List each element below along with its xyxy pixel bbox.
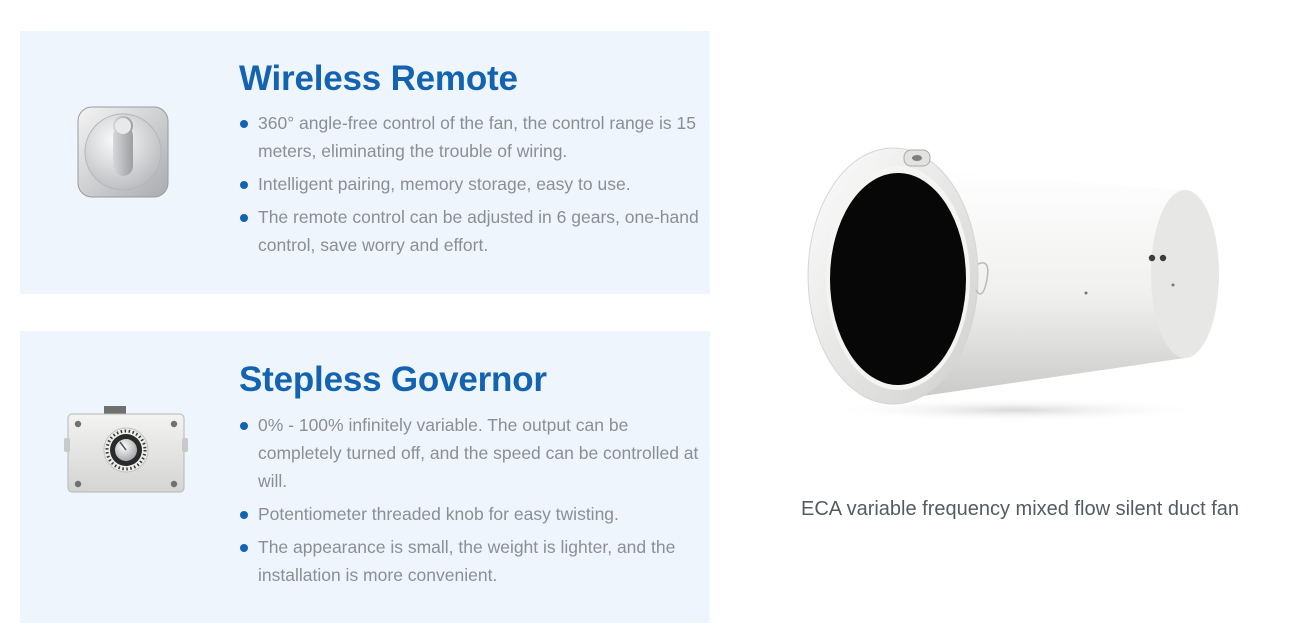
stepless-governor-feature-list bbox=[239, 411, 701, 594]
feature-item bbox=[239, 533, 701, 589]
bullet-icon bbox=[240, 544, 248, 552]
wireless-remote-feature-list bbox=[239, 109, 701, 264]
feature-item bbox=[239, 411, 701, 495]
product-caption: ECA variable frequency mixed flow silent duct fan bbox=[801, 498, 1239, 520]
feature-item bbox=[239, 109, 701, 165]
feature-text: Potentiometer threaded knob for easy twisting. bbox=[258, 504, 619, 524]
feature-text: Intelligent pairing, memory storage, easy to use. bbox=[258, 174, 631, 194]
bullet-icon bbox=[240, 181, 248, 189]
stepless-governor-title: Stepless Governor bbox=[239, 360, 547, 399]
feature-item bbox=[239, 170, 701, 198]
feature-item bbox=[239, 203, 701, 259]
wireless-remote-panel bbox=[20, 31, 710, 294]
feature-item bbox=[239, 500, 701, 528]
feature-text: The appearance is small, the weight is lighter, and the installation is more convenient. bbox=[258, 537, 676, 585]
feature-text: 360° angle-free control of the fan, the control range is 15 meters, eliminating the trouble of wiring. bbox=[258, 113, 696, 161]
stepless-governor-panel bbox=[20, 331, 710, 623]
bullet-icon bbox=[240, 120, 248, 128]
wireless-remote-title: Wireless Remote bbox=[239, 59, 518, 98]
feature-text: The remote control can be adjusted in 6 gears, one-hand control, save worry and effort. bbox=[258, 207, 699, 255]
feature-text: 0% - 100% infinitely variable. The output can be completely turned off, and the speed can be controlled at will. bbox=[258, 415, 699, 491]
duct-fan-icon bbox=[800, 138, 1230, 428]
bullet-icon bbox=[240, 422, 248, 430]
bullet-icon bbox=[240, 214, 248, 222]
wireless-remote-icon bbox=[75, 104, 171, 200]
speed-controller-icon bbox=[64, 404, 188, 496]
bullet-icon bbox=[240, 511, 248, 519]
